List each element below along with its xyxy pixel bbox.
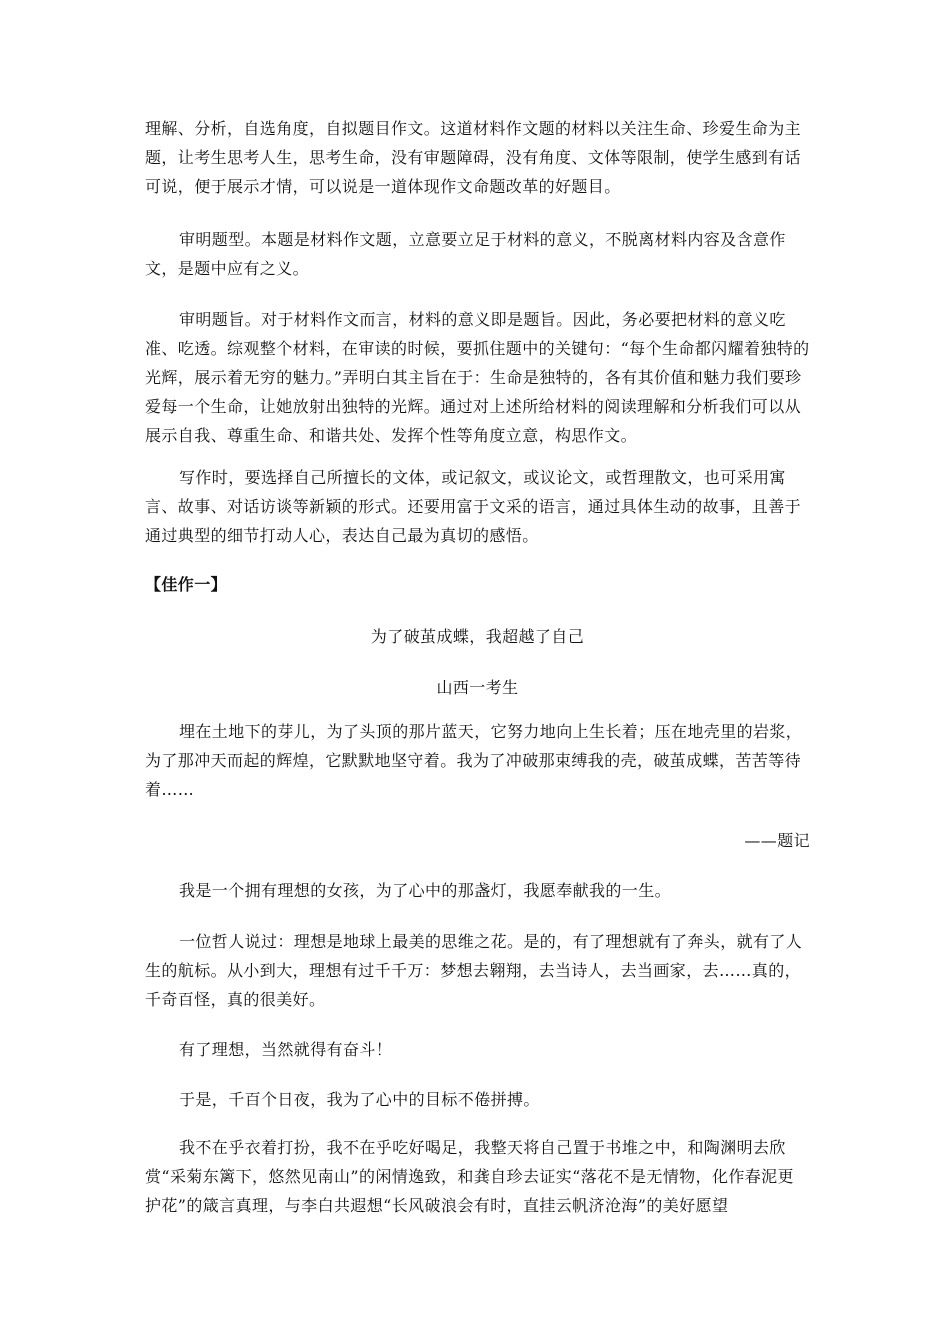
essay-paragraph: 我是一个拥有理想的女孩，为了心中的那盏灯，我愿奉献我的一生。	[179, 881, 672, 900]
essay-author: 山西一考生	[436, 678, 519, 697]
essay-epigraph: 埋在土地下的芽儿，为了头顶的那片蓝天，它努力地向上生长着；压在地壳里的岩浆，为了那冲天而起的辉煌，它默默地坚守着。我为了冲破那束缚我的壳，破茧成蝶，苦苦等待着……	[145, 722, 803, 799]
intro-paragraph-2: 审明题型。本题是材料作文题，立意要立足于材料的意义，不脱离材料内容及含意作文，是题中应有之义。	[145, 230, 786, 278]
essay-paragraph: 我不在乎衣着打扮，我不在乎吃好喝足，我整天将自己置于书堆之中，和陶渊明去欣赏“采菊东篱下，悠然见南山”的闲情逸致，和龚自珍去证实“落花不是无情物，化作春泥更护花”的箴言真理，与李白共遐想“长风破浪会有时，直挂云帆济沧海”的美好愿望	[145, 1138, 794, 1215]
epigraph-note: ——题记	[744, 831, 810, 850]
section-label: 【佳作一】	[145, 575, 228, 594]
essay-paragraph: 一位哲人说过：理想是地球上最美的思维之花。是的，有了理想就有了奔头，就有了人生的航标。从小到大，理想有过千千万：梦想去翱翔，去当诗人，去当画家，去……真的，千奇百怪，真的很美好。	[145, 932, 803, 1009]
intro-paragraph-3: 审明题旨。对于材料作文而言，材料的意义即是题旨。因此，务必要把材料的意义吃准、吃透。综观整个材料，在审读的时候，要抓住题中的关键句：“每个生命都闪耀着独特的光辉，展示着无穷的魅力。”弄明白其主旨在于：生命是独特的，各有其价值和魅力我们要珍爱每一个生命，让她放射出独特的光辉。通过对上述所给材料的阅读理解和分析我们可以从展示自我、尊重生命、和谐共处、发挥个性等角度立意，构思作文。	[145, 310, 810, 445]
essay-paragraph: 于是，千百个日夜，我为了心中的目标不倦拼搏。	[179, 1090, 540, 1109]
essay-paragraph: 有了理想，当然就得有奋斗！	[179, 1040, 393, 1059]
essay-title: 为了破茧成蝶，我超越了自己	[370, 627, 585, 646]
intro-paragraph-1: 理解、分析，自选角度，自拟题目作文。这道材料作文题的材料以关注生命、珍爱生命为主题，让考生思考人生，思考生命，没有审题障碍，没有角度、文体等限制，使学生感到有话可说，便于展示才情，可以说是一道体现作文命题改革的好题目。	[145, 119, 802, 196]
intro-paragraph-4: 写作时，要选择自己所擅长的文体，或记叙文，或议论文，或哲理散文，也可采用寓言、故事、对话访谈等新颖的形式。还要用富于文采的语言，通过具体生动的故事，且善于通过典型的细节打动人心，表达自己最为真切的感悟。	[145, 468, 802, 545]
